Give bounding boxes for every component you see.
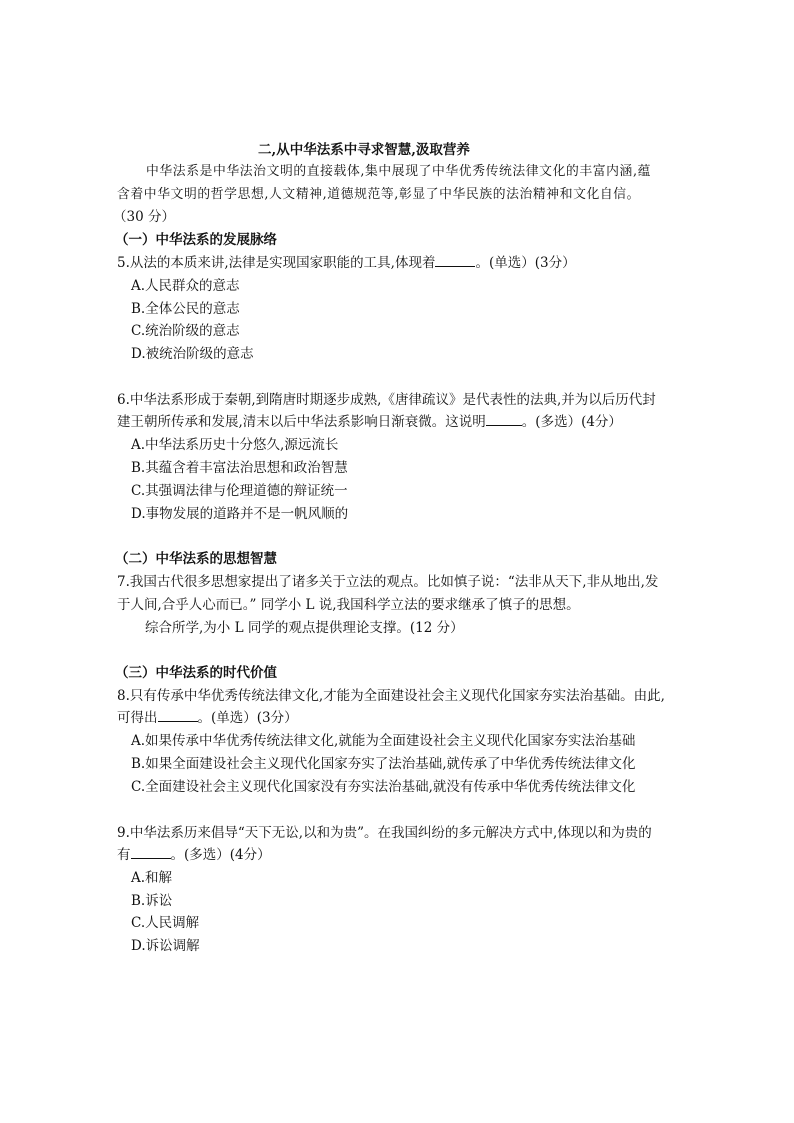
answer-blank xyxy=(131,846,171,859)
q9-option-b: B.诉讼 xyxy=(131,893,173,909)
q6-option-b: B.其蕴含着丰富法治思想和政治智慧 xyxy=(131,460,348,476)
question-7-line-2: 于人间,合乎人心而已。” 同学小 L 说,我国科学立法的要求继承了慎子的思想。 xyxy=(117,597,580,613)
question-6-line-2 xyxy=(117,413,622,431)
question-5-stem xyxy=(117,254,576,272)
question-5-text: 5.从法的本质来讲,法律是实现国家职能的工具,体现着 xyxy=(117,255,436,271)
section-title: 二,从中华法系中寻求智慧,汲取营养 xyxy=(258,142,470,158)
q8-option-a: A.如果传承中华优秀传统法律文化,就能为全面建设社会主义现代化国家夯实法治基础 xyxy=(131,733,636,749)
intro-line-1: 中华法系是中华法治文明的直接载体,集中展现了中华优秀传统法律文化的丰富内涵,蕴 xyxy=(146,164,652,179)
question-8-type: 。(单选）(3分） xyxy=(197,710,298,726)
answer-blank xyxy=(435,254,475,267)
question-9-text: 有 xyxy=(117,847,131,863)
question-8-line-2 xyxy=(117,709,298,727)
q5-option-a: A.人民群众的意志 xyxy=(131,278,240,294)
q5-option-b: B.全体公民的意志 xyxy=(131,301,240,317)
q8-option-c: C.全面建设社会主义现代化国家没有夯实法治基础,就没有传承中华优秀传统法律文化 xyxy=(131,779,636,795)
q9-option-c: C.人民调解 xyxy=(131,915,200,931)
q6-option-c: C.其强调法律与伦理道德的辩证统一 xyxy=(131,483,348,499)
q6-option-a: A.中华法系历史十分悠久,源远流长 xyxy=(131,437,339,453)
question-6-text: 建王朝所传承和发展,清末以后中华法系影响日渐衰微。这说明 xyxy=(117,414,486,430)
question-9-line-1: 9.中华法系历来倡导“天下无讼,以和为贵”。在我国纠纷的多元解决方式中,体现以和为贵的 xyxy=(117,825,652,841)
intro-score: （30 分） xyxy=(113,209,175,225)
subsection-heading-2: （二）中华法系的思想智慧 xyxy=(115,551,277,567)
q5-option-d: D.被统治阶级的意志 xyxy=(131,346,254,362)
question-7-line-3: 综合所学,为小 L 同学的观点提供理论支撑。(12 分） xyxy=(145,620,464,636)
question-9-type: 。(多选）(4分） xyxy=(170,847,271,863)
q6-option-d: D.事物发展的道路并不是一帆风顺的 xyxy=(131,506,349,522)
q5-option-c: C.统治阶级的意志 xyxy=(131,323,240,339)
answer-blank xyxy=(486,413,522,426)
question-9-line-2 xyxy=(117,846,271,864)
answer-blank xyxy=(158,709,198,722)
q9-option-a: A.和解 xyxy=(131,870,173,886)
question-6-line-1: 6.中华法系形成于秦朝,到隋唐时期逐步成熟,《唐律疏议》是代表性的法典,并为以后历代封 xyxy=(117,392,656,408)
q8-option-b: B.如果全面建设社会主义现代化国家夯实了法治基础,就传承了中华优秀传统法律文化 xyxy=(131,756,636,772)
q9-option-d: D.诉讼调解 xyxy=(131,938,200,954)
question-7-line-1: 7.我国古代很多思想家提出了诸多关于立法的观点。比如慎子说：“法非从天下,非从地出,发 xyxy=(117,574,659,590)
question-5-type: 。(单选）(3分） xyxy=(475,255,576,271)
subsection-heading-1: （一）中华法系的发展脉络 xyxy=(115,232,277,248)
subsection-heading-3: （三）中华法系的时代价值 xyxy=(115,665,277,681)
question-8-text: 可得出 xyxy=(117,710,158,726)
intro-line-2: 含着中华文明的哲学思想,人文精神,道德规范等,彰显了中华民族的法治精神和文化自信。 xyxy=(117,187,641,202)
question-8-line-1: 8.只有传承中华优秀传统法律文化,才能为全面建设社会主义现代化国家夯实法治基础。由此, xyxy=(117,688,665,704)
question-6-type: 。(多选）(4分） xyxy=(521,414,622,430)
